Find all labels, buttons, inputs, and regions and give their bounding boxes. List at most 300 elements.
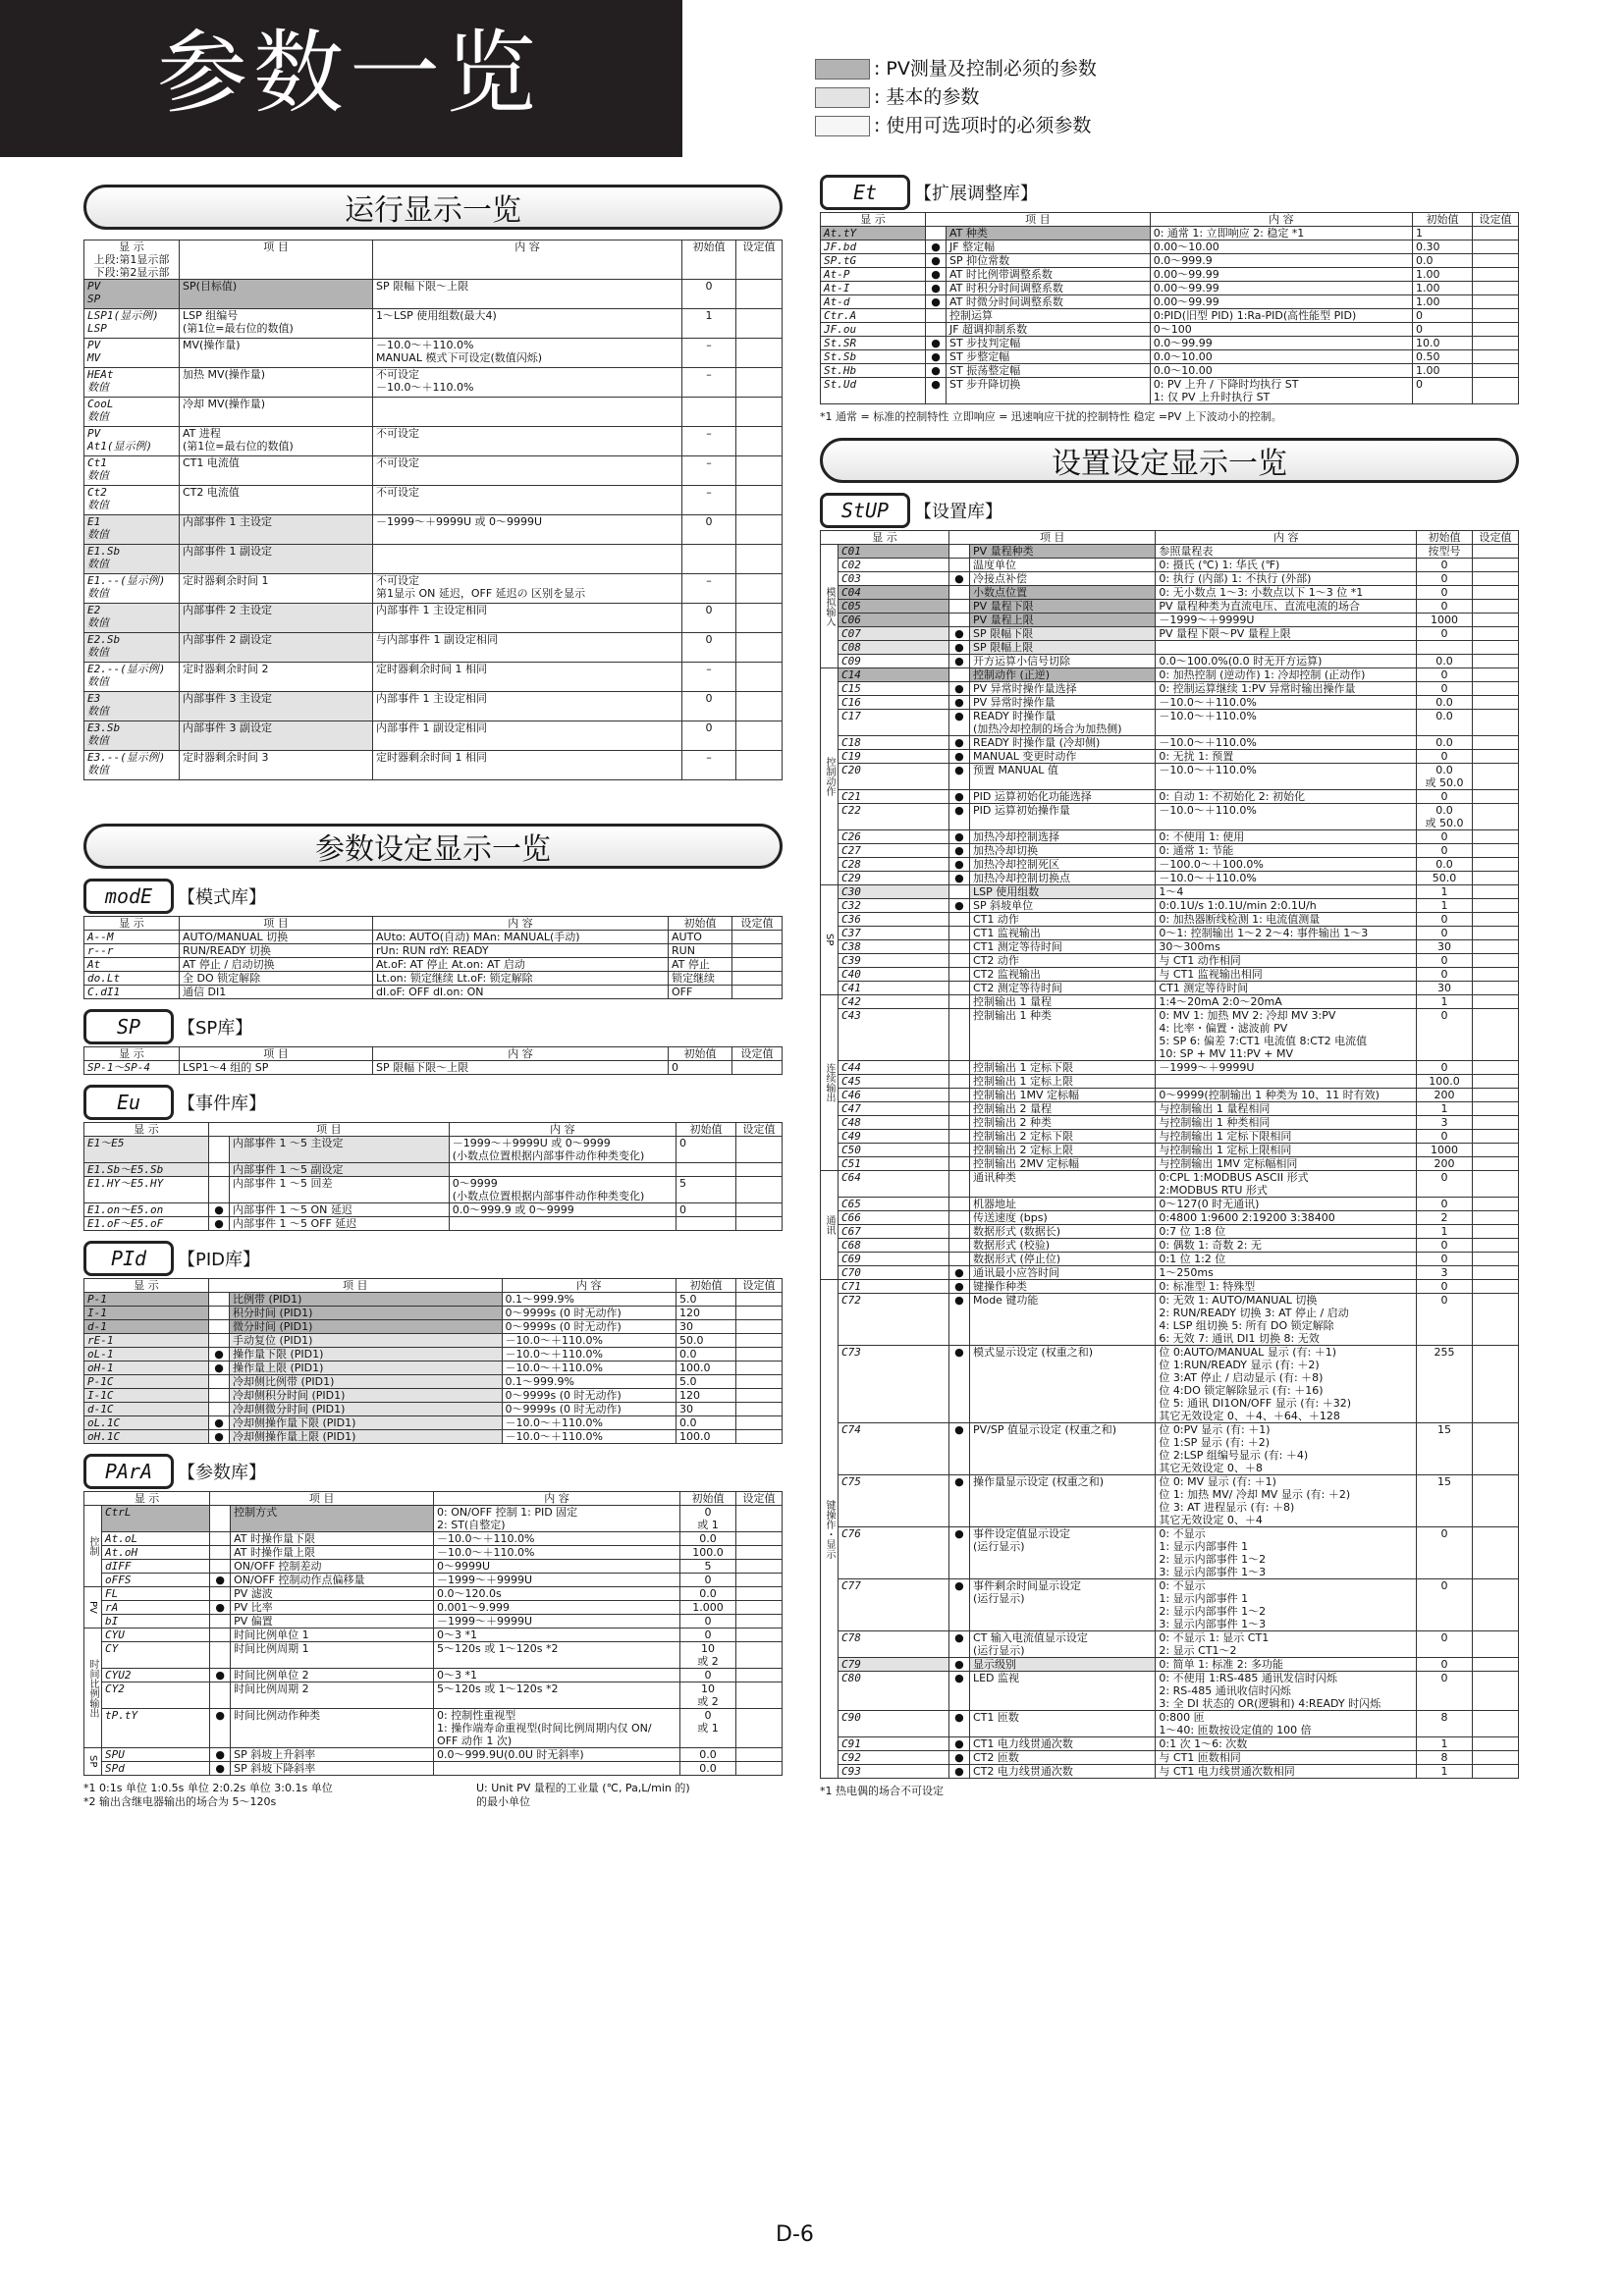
setting-value <box>736 339 783 368</box>
bullet-icon: ● <box>948 858 969 872</box>
item-cell: 内部事件 2 副设定 <box>180 633 373 663</box>
column-header: 初始值 <box>1417 531 1473 545</box>
item-cell: 手动复位 (PID1) <box>230 1334 503 1348</box>
column-header: 显 示 <box>84 1279 209 1293</box>
item-cell: 冷却侧操作量下限 (PID1) <box>230 1416 503 1430</box>
initial-value: 30 <box>1417 940 1473 954</box>
legend-item <box>815 55 1097 83</box>
display-code: C69 <box>839 1253 949 1266</box>
table-row <box>84 633 783 663</box>
initial-value: 0 <box>1417 1130 1473 1144</box>
initial-value: 0 <box>1417 927 1473 940</box>
table-row <box>84 1587 783 1601</box>
table-row <box>821 364 1519 378</box>
display-code: C50 <box>839 1144 949 1157</box>
setting-value <box>1473 1009 1519 1061</box>
content-cell <box>434 1762 680 1776</box>
content-cell: 0: 无小数点 1～3: 小数点以下 1～3 位 *1 <box>1156 586 1417 600</box>
setting-value <box>736 1601 783 1615</box>
setting-value <box>736 1362 783 1375</box>
table-row <box>821 844 1519 858</box>
ext-lib-label: 【扩展调整库】 <box>914 184 1038 204</box>
item-cell: 时间比例周期 2 <box>231 1682 434 1709</box>
initial-value: 10 或 2 <box>680 1642 736 1669</box>
display-code: C72 <box>839 1294 949 1346</box>
item-cell: 内部事件 1 ～5 副设定 <box>230 1163 450 1177</box>
display-code: C74 <box>839 1423 949 1475</box>
item-cell: 定时器剩余时间 2 <box>180 663 373 692</box>
setup-lib-header <box>820 493 1519 528</box>
display-code: oL.1C <box>84 1416 209 1430</box>
item-cell: AT 进程 (第1位=最右位的数值) <box>180 427 373 456</box>
item-cell: CT2 动作 <box>969 954 1155 968</box>
bullet-cell <box>209 1137 230 1163</box>
setting-value <box>736 309 783 339</box>
initial-value: 1.00 <box>1413 282 1473 295</box>
setting-value <box>1473 1116 1519 1130</box>
bullet-icon: ● <box>948 1266 969 1280</box>
bullet-cell <box>948 1198 969 1211</box>
content-cell: －10.0～＋110.0% <box>1156 736 1417 750</box>
initial-value: 0 <box>669 1061 732 1075</box>
bullet-cell <box>948 1171 969 1198</box>
column-header: 设定值 <box>1473 213 1519 227</box>
ev-lib-header <box>83 1085 783 1120</box>
table-row <box>821 614 1519 627</box>
table-row <box>821 1075 1519 1089</box>
group-label: SP <box>84 1748 102 1776</box>
mode-lib-label: 【模式库】 <box>178 887 266 908</box>
para-table <box>83 1491 783 1776</box>
item-cell: 通讯最小应答时间 <box>969 1266 1155 1280</box>
item-cell: 通信 DI1 <box>180 986 373 999</box>
setting-value <box>1473 968 1519 982</box>
bullet-cell <box>209 1177 230 1203</box>
item-cell: AT 种类 <box>947 227 1151 240</box>
item-cell: 内部事件 1 副设定 <box>180 545 373 574</box>
initial-value: 0 <box>1417 913 1473 927</box>
bullet-icon: ● <box>210 1669 231 1682</box>
column-header: 项 目 <box>180 240 373 280</box>
initial-value: 3 <box>1417 1266 1473 1280</box>
item-cell: PV 偏置 <box>231 1615 434 1629</box>
table-row <box>84 1642 783 1669</box>
initial-value: 0.0 <box>1417 736 1473 750</box>
setting-value <box>1473 1061 1519 1075</box>
table-row <box>84 1560 783 1574</box>
initial-value: 2 <box>1417 1211 1473 1225</box>
initial-value: 0 <box>1417 600 1473 614</box>
display-code: C18 <box>839 736 949 750</box>
setting-value <box>1473 227 1519 240</box>
item-cell: MV(操作量) <box>180 339 373 368</box>
display-code: PV MV <box>84 339 180 368</box>
display-code: E1.HY～E5.HY <box>84 1177 209 1203</box>
pid-lib-header <box>83 1241 783 1276</box>
table-row <box>84 1061 783 1075</box>
table-row <box>84 1403 783 1416</box>
item-cell: 开方运算小信号切除 <box>969 655 1155 668</box>
item-cell: 通讯种类 <box>969 1171 1155 1198</box>
table-row <box>84 1320 783 1334</box>
bullet-cell <box>948 1061 969 1075</box>
content-cell: 0～127(0 时无通讯) <box>1156 1198 1417 1211</box>
column-header: 内 容 <box>373 1047 669 1061</box>
initial-value: – <box>682 339 736 368</box>
display-code: At <box>84 958 180 972</box>
bullet-icon: ● <box>926 378 947 404</box>
content-cell: 0～100 <box>1150 323 1412 337</box>
bullet-cell <box>948 940 969 954</box>
initial-value: 0.30 <box>1413 240 1473 254</box>
bullet-cell <box>926 309 947 323</box>
item-cell: 控制输出 1 量程 <box>969 995 1155 1009</box>
item-cell: CT1 动作 <box>969 913 1155 927</box>
display-code: C41 <box>839 982 949 995</box>
display-code: C71 <box>839 1280 949 1294</box>
content-cell: SP 限幅下限～上限 <box>373 1061 669 1075</box>
item-cell: AT 时比例带调整系数 <box>947 268 1151 282</box>
mode-seg-label: modE <box>83 879 174 914</box>
bullet-icon: ● <box>210 1709 231 1748</box>
bullet-icon: ● <box>948 899 969 913</box>
display-code: I-1C <box>84 1389 209 1403</box>
content-cell: 0: 不显示 1: 显示内部事件 1 2: 显示内部事件 1～2 3: 显示内部事件 1～3 <box>1156 1579 1417 1631</box>
setting-value <box>736 1348 783 1362</box>
table-row <box>821 913 1519 927</box>
setting-value <box>1473 1346 1519 1423</box>
display-code: C65 <box>839 1198 949 1211</box>
table-header-row <box>821 531 1519 545</box>
table-header-row <box>84 1123 783 1137</box>
display-code: do.Lt <box>84 972 180 986</box>
content-cell: 位 0:AUTO/MANUAL 显示 (有: ＋1) 位 1:RUN/READY 显示 (有: ＋2) 位 3:AT 停止 / 启动显示 (有: ＋8) 位 4:DO 锁定解除显示 (有: ＋16) 位 5: 通讯 DI1ON/OFF 显示 (有: ＋32) 其它无效设定 0、＋4、＋64、＋128 <box>1156 1346 1417 1423</box>
right-column <box>820 175 1519 1798</box>
setting-value <box>1473 1631 1519 1658</box>
setting-value <box>1473 295 1519 309</box>
initial-value: 15 <box>1417 1475 1473 1527</box>
table-row <box>821 1225 1519 1239</box>
table-row <box>84 1334 783 1348</box>
content-cell: 0～9999s (0 时无动作) <box>502 1307 676 1320</box>
initial-value <box>682 398 736 427</box>
initial-value: 0 <box>680 1574 736 1587</box>
initial-value: 1 <box>1417 995 1473 1009</box>
item-cell: 定时器剩余时间 1 <box>180 574 373 604</box>
group-label: 通讯 <box>821 1171 839 1280</box>
table-row <box>821 1751 1519 1765</box>
setting-value <box>1473 309 1519 323</box>
content-cell: 0: 通常 1: 节能 <box>1156 844 1417 858</box>
bullet-icon: ● <box>948 872 969 885</box>
table-row <box>84 986 783 999</box>
initial-value: 1.00 <box>1413 268 1473 282</box>
setting-value <box>1473 1102 1519 1116</box>
initial-value: 0.0 <box>1417 655 1473 668</box>
bullet-icon: ● <box>926 295 947 309</box>
table-row <box>821 858 1519 872</box>
display-code: At.oH <box>102 1546 210 1560</box>
column-header: 项 目 <box>210 1492 434 1506</box>
table-row <box>84 931 783 944</box>
display-code: E2 数值 <box>84 604 180 633</box>
legend-swatch <box>815 87 870 108</box>
item-cell: ST 步技判定幅 <box>947 337 1151 350</box>
column-header: 内 容 <box>373 917 669 931</box>
setting-value <box>736 663 783 692</box>
bullet-icon: ● <box>948 1346 969 1423</box>
item-cell: READY 时操作量 (加热冷却控制的场合为加热侧) <box>969 710 1155 736</box>
setting-value <box>1473 1765 1519 1779</box>
content-cell: 不可设定 －10.0～＋110.0% <box>373 368 682 398</box>
table-row <box>821 954 1519 968</box>
initial-value: 0 <box>682 280 736 309</box>
item-cell: 时间比例动作种类 <box>231 1709 434 1748</box>
table-row <box>821 1579 1519 1631</box>
setting-value <box>1473 790 1519 804</box>
bullet-cell <box>210 1629 231 1642</box>
setting-value <box>736 1320 783 1334</box>
bullet-icon: ● <box>209 1348 230 1362</box>
bullet-icon: ● <box>948 710 969 736</box>
display-code: E1.--(显示例) 数值 <box>84 574 180 604</box>
content-cell: 与控制输出 1 种类相同 <box>1156 1116 1417 1130</box>
item-cell: CT1 监视输出 <box>969 927 1155 940</box>
legend-text: 基本的参数 <box>886 86 980 108</box>
setting-value <box>736 692 783 721</box>
display-code: C08 <box>839 641 949 655</box>
table-row <box>84 398 783 427</box>
title-block <box>0 0 682 157</box>
initial-value: 0 <box>1417 1294 1473 1346</box>
content-cell: 0.1～999.9% <box>502 1375 676 1389</box>
bullet-cell <box>948 1075 969 1089</box>
table-row <box>821 655 1519 668</box>
content-cell <box>373 545 682 574</box>
content-cell: 内部事件 1 主设定相同 <box>373 604 682 633</box>
display-code: C45 <box>839 1075 949 1089</box>
item-cell: SP 斜坡上升斜率 <box>231 1748 434 1762</box>
setup-table <box>820 530 1519 1779</box>
bullet-icon: ● <box>948 1579 969 1631</box>
pid-lib-label: 【PID库】 <box>178 1250 261 1270</box>
display-code: d-1C <box>84 1403 209 1416</box>
content-cell: 0: PV 上升 / 下降时均执行 ST 1: 仅 PV 上升时执行 ST <box>1150 378 1412 404</box>
initial-value: 0 <box>1417 1631 1473 1658</box>
content-cell: 0.0～120.0s <box>434 1587 680 1601</box>
item-cell: 控制运算 <box>947 309 1151 323</box>
table-row <box>84 368 783 398</box>
content-cell: 0: 加热控制 (逆动作) 1: 冷却控制 (正动作) <box>1156 668 1417 682</box>
bullet-icon: ● <box>210 1762 231 1776</box>
content-cell: －1999～＋9999U <box>434 1615 680 1629</box>
legend <box>815 55 1097 140</box>
content-cell: 0: 执行 (内部) 1: 不执行 (外部) <box>1156 572 1417 586</box>
pid-table <box>83 1278 783 1444</box>
content-cell: 0: 无效 1: AUTO/MANUAL 切换 2: RUN/READY 切换 3: AT 停止 / 启动 4: LSP 组切换 5: 所有 DO 锁定解除 6: 无效 7: 通讯 DI1 切换 8: 无效 <box>1156 1294 1417 1346</box>
setting-value <box>1473 641 1519 655</box>
column-header: 显 示 <box>821 531 949 545</box>
display-code: C77 <box>839 1579 949 1631</box>
initial-value: 0.0 <box>680 1748 736 1762</box>
setting-value <box>736 1546 783 1560</box>
setup-section-title: 设置设定显示一览 <box>820 438 1519 483</box>
initial-value: 0 <box>1417 968 1473 982</box>
table-row <box>84 486 783 515</box>
table-row <box>84 574 783 604</box>
display-code: CooL 数值 <box>84 398 180 427</box>
initial-value: 0 <box>1417 586 1473 600</box>
bullet-icon: ● <box>948 1475 969 1527</box>
display-code: C36 <box>839 913 949 927</box>
setup-note: *1 热电偶的场合不可设定 <box>820 1785 944 1797</box>
display-code: C79 <box>839 1658 949 1672</box>
display-code: PV At1(显示例) <box>84 427 180 456</box>
table-row <box>84 1709 783 1748</box>
table-row <box>821 1116 1519 1130</box>
initial-value: 0 <box>1417 668 1473 682</box>
legend-swatch <box>815 59 870 80</box>
content-cell: CT1 测定等待时间 <box>1156 982 1417 995</box>
para-lib-header <box>83 1454 783 1489</box>
table-row <box>821 254 1519 268</box>
bullet-cell <box>948 559 969 572</box>
group-label: 模拟输入 <box>821 545 839 668</box>
setting-value <box>736 545 783 574</box>
initial-value: 8 <box>1417 1711 1473 1737</box>
pid-seg-label: PId <box>83 1241 174 1276</box>
display-code: Ctr.A <box>821 309 926 323</box>
item-cell: 键操作种类 <box>969 1280 1155 1294</box>
table-row <box>821 641 1519 655</box>
content-cell: －10.0～＋110.0% <box>502 1362 676 1375</box>
table-row <box>821 982 1519 995</box>
sp-lib-label: 【SP库】 <box>178 1018 253 1039</box>
item-cell: 操作量显示设定 (权重之和) <box>969 1475 1155 1527</box>
content-cell: 0～9999U <box>434 1560 680 1574</box>
item-cell: 内部事件 1 主设定 <box>180 515 373 545</box>
setting-value <box>736 1177 783 1203</box>
table-row <box>821 940 1519 954</box>
content-cell: 与 CT1 动作相同 <box>1156 954 1417 968</box>
setting-value <box>736 1669 783 1682</box>
content-cell: 0.00～99.99 <box>1150 295 1412 309</box>
setting-value <box>1473 885 1519 899</box>
table-row <box>84 1177 783 1203</box>
mode-table <box>83 916 783 999</box>
display-code: C06 <box>839 614 949 627</box>
bullet-cell <box>948 1009 969 1061</box>
table-row <box>84 456 783 486</box>
item-cell: 数据形式 (停止位) <box>969 1253 1155 1266</box>
display-code: C07 <box>839 627 949 641</box>
initial-value: 3 <box>1417 1116 1473 1130</box>
table-row <box>821 764 1519 790</box>
table-row <box>821 1475 1519 1527</box>
bullet-cell <box>210 1615 231 1629</box>
bullet-icon: ● <box>948 804 969 830</box>
item-cell: AT 时积分时间调整系数 <box>947 282 1151 295</box>
bullet-icon: ● <box>209 1430 230 1444</box>
content-cell: 0:800 匝 1～40: 匝数按设定值的 100 倍 <box>1156 1711 1417 1737</box>
setting-value <box>736 1403 783 1416</box>
content-cell: dI.oF: OFF dI.on: ON <box>373 986 669 999</box>
initial-value <box>677 1217 736 1231</box>
unit-note: U: Unit PV 量程的工业量 (℃, Pa,L/min 的) 的最小单位 <box>476 1782 690 1808</box>
bullet-cell <box>948 954 969 968</box>
bullet-cell <box>948 1089 969 1102</box>
content-cell: 0～9999s (0 时无动作) <box>502 1320 676 1334</box>
display-code: C.dI1 <box>84 986 180 999</box>
column-header: 设定值 <box>736 240 783 280</box>
content-cell: 0～9999s (0 时无动作) <box>502 1403 676 1416</box>
setting-value <box>1473 1266 1519 1280</box>
table-row <box>821 240 1519 254</box>
initial-value: RUN <box>669 944 732 958</box>
column-header: 内 容 <box>1150 213 1412 227</box>
setting-value <box>1473 668 1519 682</box>
item-cell: 内部事件 1 ～5 主设定 <box>230 1137 450 1163</box>
content-cell: 0～1: 控制输出 1～2 2～4: 事件输出 1～3 <box>1156 927 1417 940</box>
setting-value <box>1473 1579 1519 1631</box>
table-row <box>821 268 1519 282</box>
item-cell: 控制输出 2 定标上限 <box>969 1144 1155 1157</box>
initial-value: 0 <box>680 1669 736 1682</box>
bullet-cell <box>948 885 969 899</box>
item-cell: 控制输出 2 种类 <box>969 1116 1155 1130</box>
table-row <box>821 627 1519 641</box>
bullet-cell <box>948 968 969 982</box>
setting-value <box>1473 982 1519 995</box>
column-header: 显 示 <box>84 917 180 931</box>
bullet-icon: ● <box>948 1711 969 1737</box>
display-code: C51 <box>839 1157 949 1171</box>
setting-value <box>1473 1211 1519 1225</box>
setting-value <box>736 1629 783 1642</box>
setting-value <box>1473 940 1519 954</box>
content-cell: 与内部事件 1 副设定相同 <box>373 633 682 663</box>
setting-value <box>1473 1075 1519 1089</box>
initial-value: – <box>682 427 736 456</box>
table-row <box>84 692 783 721</box>
content-cell: 与 CT1 电力线贯通次数相同 <box>1156 1765 1417 1779</box>
display-code: SP-1～SP-4 <box>84 1061 180 1075</box>
display-code: C01 <box>839 545 949 559</box>
initial-value: 120 <box>677 1389 736 1403</box>
content-cell: 与 CT1 匝数相同 <box>1156 1751 1417 1765</box>
item-cell: SP 限幅下限 <box>969 627 1155 641</box>
initial-value <box>1417 641 1473 655</box>
bullet-icon: ● <box>209 1203 230 1217</box>
table-row <box>84 515 783 545</box>
content-cell: 0: ON/OFF 控制 1: PID 固定 2: ST(自整定) <box>434 1506 680 1532</box>
display-code: C49 <box>839 1130 949 1144</box>
item-cell: 操作量下限 (PID1) <box>230 1348 503 1362</box>
item-cell: PV 异常时操作量选择 <box>969 682 1155 696</box>
group-label: 控制 <box>84 1506 102 1587</box>
content-cell: 0:PID(旧型 PID) 1:Ra-PID(高性能型 PID) <box>1150 309 1412 323</box>
setting-value <box>736 633 783 663</box>
content-cell: 0: 偶数 1: 奇数 2: 无 <box>1156 1239 1417 1253</box>
item-cell: 内部事件 1 ～5 回差 <box>230 1177 450 1203</box>
bullet-cell <box>948 1225 969 1239</box>
initial-value: 0 <box>1417 559 1473 572</box>
column-header: 初始值 <box>682 240 736 280</box>
content-cell: 0: 不使用 1:RS-485 通讯发信时闪烁 2: RS-485 通讯收信时闪烁 3: 全 DI 状态的 OR(逻辑和) 4:READY 时闪烁 <box>1156 1672 1417 1711</box>
content-cell: Lt.on: 锁定继续 Lt.oF: 锁定解除 <box>373 972 669 986</box>
setting-value <box>1473 830 1519 844</box>
setting-value <box>1473 1711 1519 1737</box>
